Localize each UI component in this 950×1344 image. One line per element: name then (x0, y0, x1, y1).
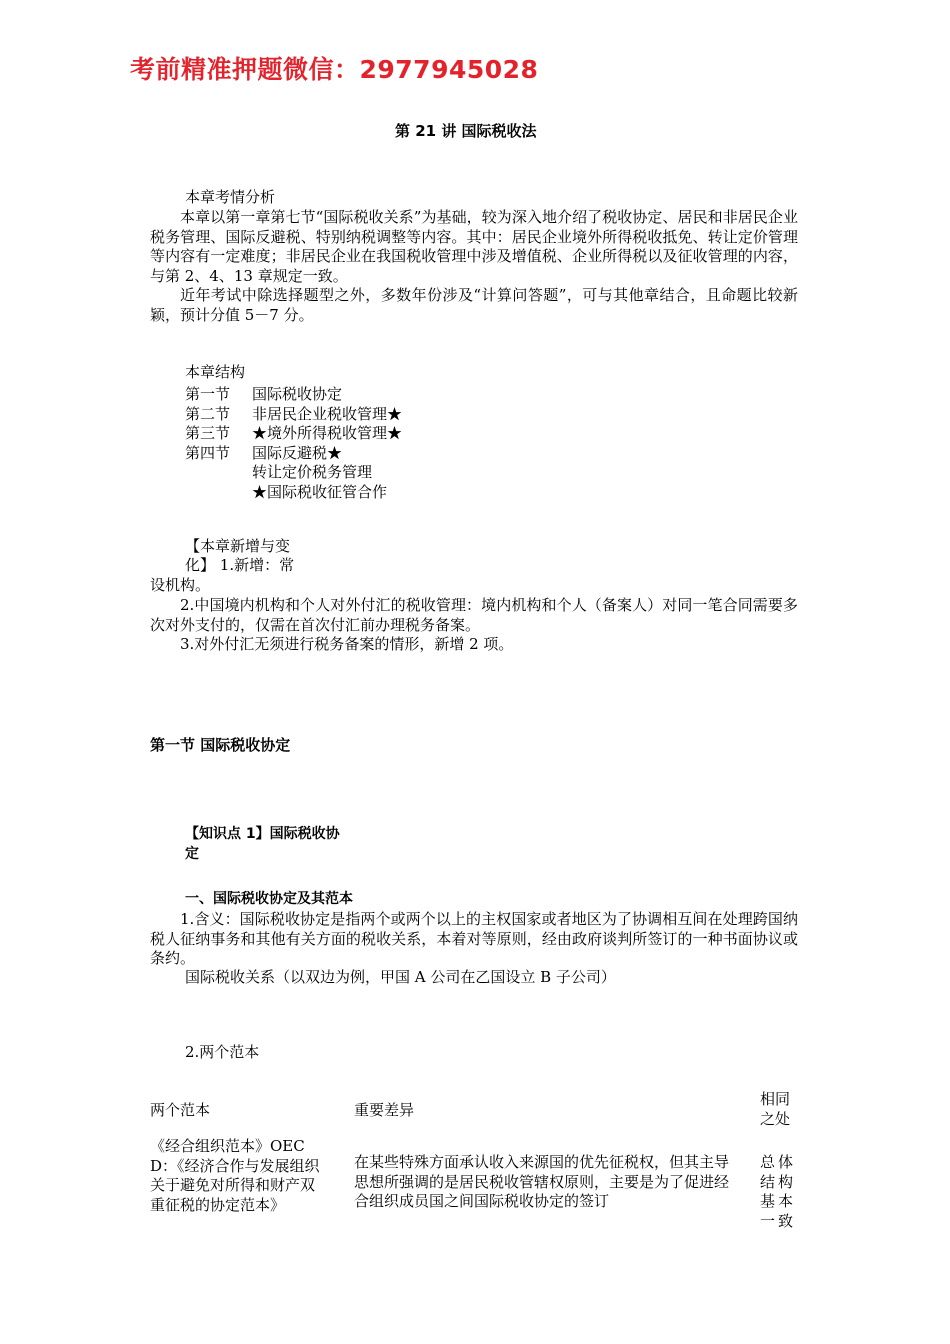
structure-item: ★国际税收征管合作 (252, 482, 388, 501)
table-cell-common: 总体结构基本一致 (760, 1153, 797, 1230)
watermark-contact: 考前精准押题微信：2977945028 (130, 55, 539, 84)
analysis-heading: 本章考情分析 (185, 188, 276, 206)
changes-item-1-tail: 设机构。 (150, 576, 211, 594)
section-1-title-clip (150, 735, 330, 754)
table-header-similarities: 相同之处 (760, 1090, 791, 1128)
lecture-title: 第 21 讲 国际税收法 (395, 122, 537, 140)
table-cell-oecd-name: 《经合组织范本》OECD：《经济合作与发展组织关于避免对所得和财产双重征税的协定范本》 (150, 1137, 320, 1214)
table-cell-oecd-difference: 在某些特殊方面承认收入来源国的优先征税权，但其主导思想所强调的是居民税收管辖权原则，主要是为了促进经合组织成员国之间国际税收协定的签订 (354, 1153, 730, 1210)
part-1-relation-clip (185, 968, 705, 986)
analysis-paragraph-2: 近年考试中除选择题型之外，多数年份涉及“计算问答题”，可与其他章结合，且命题比较新颖，预计分值 5－7 分。 (150, 286, 798, 324)
structure-heading-clip (185, 362, 305, 381)
lecture-title-clip (395, 121, 595, 140)
part-1-templates-clip (185, 1043, 285, 1061)
knowledge-point-1: 【知识点 1】国际税收协 (185, 826, 340, 842)
section-1-title: 第一节 国际税收协定 (150, 736, 291, 754)
changes-item-3: 3.对外付汇无须进行税务备案的情形，新增 2 项。 (180, 635, 514, 653)
structure-item: 非居民企业税收管理★ (252, 404, 403, 423)
structure-items (252, 385, 472, 501)
knowledge-point-1-tail: 定 (185, 846, 199, 862)
part-1-templates-heading: 2.两个范本 (185, 1043, 260, 1061)
changes-item-1-head: 1.新增：常 (215, 556, 295, 574)
structure-item: 转让定价税务管理 (252, 463, 373, 481)
structure-heading: 本章结构 (185, 363, 246, 381)
structure-item: ★境外所得税收管理★ (252, 424, 403, 442)
changes-item-2: 2.中国境内机构和个人对外付汇的税收管理：境内机构和个人（备案人）对同一笔合同需要多次对外支付的，仅需在首次付汇前办理税务备案。 (150, 596, 798, 634)
structure-item: 国际反避税★ (252, 443, 343, 462)
knowledge-point-1-tail-clip (185, 845, 215, 862)
table-header-differences: 重要差异 (354, 1101, 415, 1119)
structure-item: 国际税收协定 (252, 385, 343, 403)
table-header-templates: 两个范本 (150, 1101, 211, 1119)
changes-heading-end: 化】 (185, 556, 216, 574)
part-1-definition: 1.含义：国际税收协定是指两个或两个以上的主权国家或者地区为了协调相互间在处理跨国纳税人征纳事务和其他有关方面的税收关系，本着对等原则，经由政府谈判所签订的一种书面协议或条约。 (150, 910, 798, 967)
changes-heading: 【本章新增与变 (185, 537, 291, 555)
changes-heading-tail (185, 556, 294, 576)
analysis-paragraph-1: 本章以第一章第七节“国际税收关系”为基础，较为深入地介绍了税收协定、居民和非居民企业税务管理、国际反避税、特别纳税调整等内容。其中：居民企业境外所得税收抵免、转让定价管理等内容有一定难度；非居民企业在我国税收管理中涉及增值税、企业所得税以及征收管理的内容，与第 2、4、13 章规定一致。 (150, 208, 798, 285)
part-1-relation-note: 国际税收关系（以双边为例，甲国 A 公司在乙国设立 B 子公司） (185, 968, 616, 986)
part-1-heading: 一、国际税收协定及其范本 (185, 891, 353, 907)
structure-section-numbers: 第一节第二节第三节第四节 (185, 385, 231, 462)
